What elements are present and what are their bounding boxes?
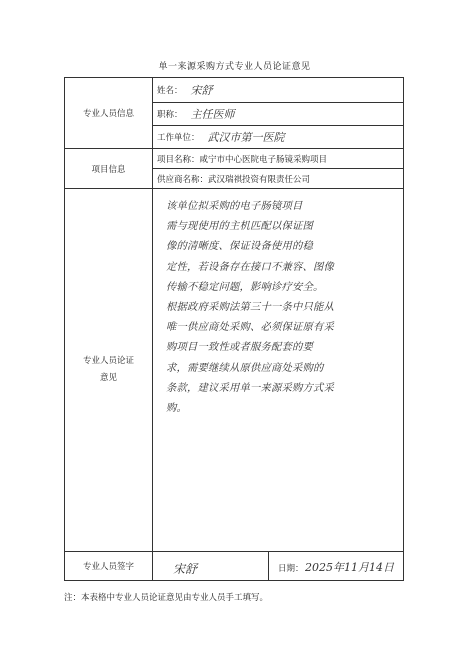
footnote: 注：本表格中专业人员论证意见由专业人员手工填写。 xyxy=(64,593,269,603)
unit-label: 工作单位： xyxy=(157,133,200,143)
unit-row xyxy=(157,126,285,148)
name-row xyxy=(157,78,213,102)
supplier-label: 供应商名称： xyxy=(157,174,209,185)
name-label: 姓名： xyxy=(157,86,183,96)
title-label: 职称： xyxy=(157,110,183,120)
name-value-handwritten: 宋舒 xyxy=(190,84,213,97)
opinion-label xyxy=(65,189,152,551)
project-value: 咸宁市中心医院电子肠镜采购项目 xyxy=(199,154,328,165)
opinion-label-line2: 意见 xyxy=(99,373,117,383)
supplier-row xyxy=(157,169,310,188)
label-column-divider xyxy=(152,77,153,581)
table-border-bottom xyxy=(64,580,404,581)
project-row xyxy=(157,149,327,168)
unit-value-handwritten: 武汉市第一医院 xyxy=(207,131,285,144)
supplier-value: 武汉瑞祺投资有限责任公司 xyxy=(208,174,311,185)
expert-info-label: 专业人员信息 xyxy=(82,109,134,119)
signature-label: 专业人员签字 xyxy=(82,562,134,572)
project-info-label: 项目信息 xyxy=(91,164,126,175)
divider-signature-date xyxy=(268,551,269,581)
opinion-label-line1: 专业人员论证 xyxy=(82,356,134,366)
signature-handwritten: 宋舒 xyxy=(173,562,198,576)
date-label: 日期： xyxy=(278,564,304,574)
title-value-handwritten: 主任医师 xyxy=(190,108,235,121)
project-label: 项目名称： xyxy=(157,154,200,165)
date-value-handwritten: 2025年11月14日 xyxy=(305,561,394,574)
page-title: 单一来源采购方式专业人员论证意见 xyxy=(158,62,311,72)
opinion-text-handwritten: 该单位拟采购的电子肠镜项目 需与现使用的主机匹配以保证图 像的清晰度、保证设备使用的稳 定性，若设备存在接口不兼容、图像 传输不稳定问题，影响诊疗安全。 根据政府采购法第三十一条中只能从 唯一供应商处采购、必须保证原有采 购项目一致性或者服务配套的要 求，需要继续从原供应商处采购的 条款，建议采用单一来源采购方式采 购。 xyxy=(166,200,334,415)
title-row xyxy=(157,103,235,125)
